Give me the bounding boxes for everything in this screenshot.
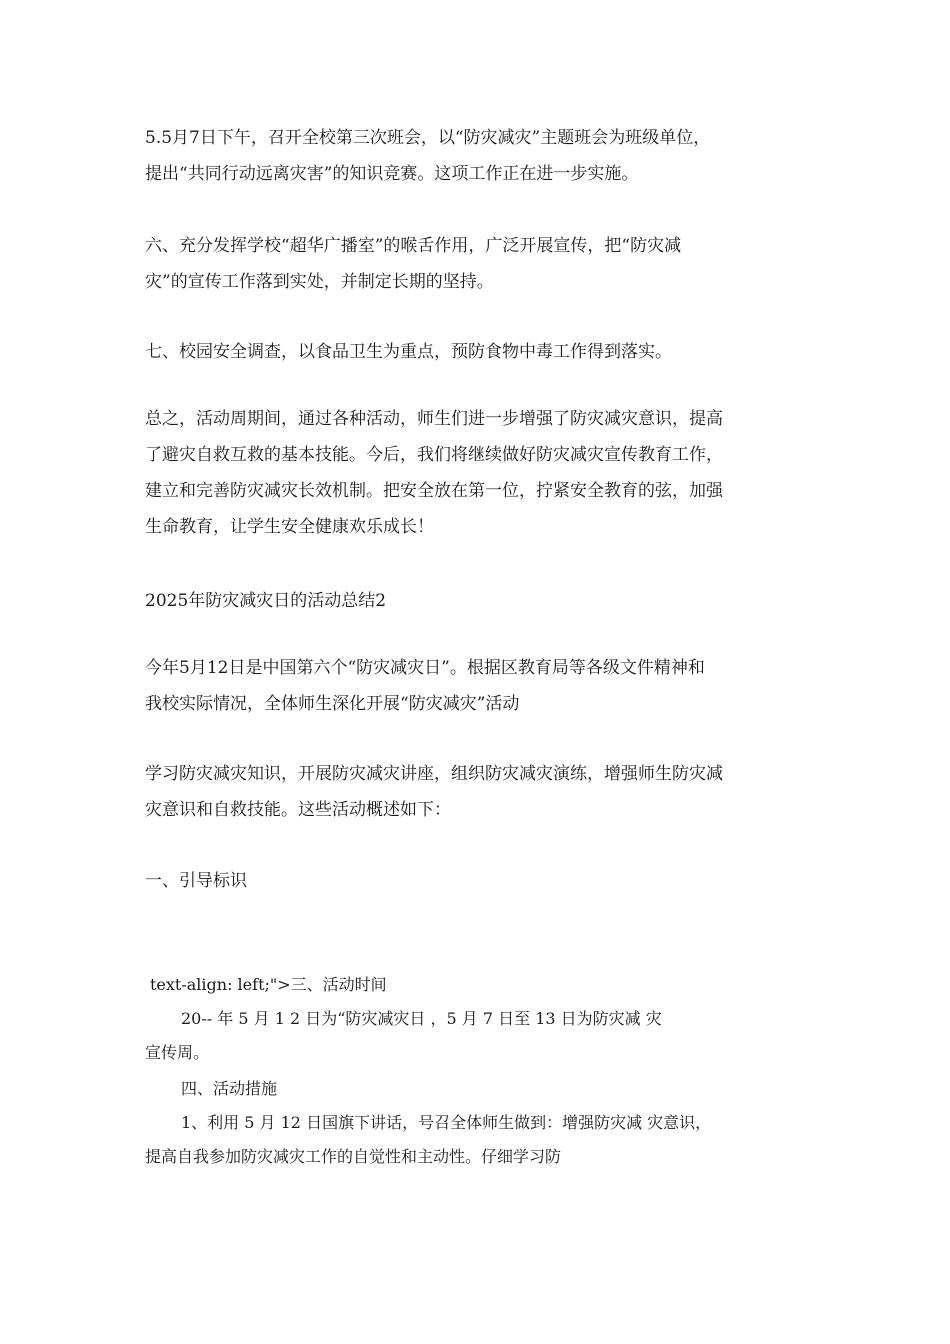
text-line: 建立和完善防灾减灾长效机制。把安全放在第一位，拧紧安全教育的弦，加强 [145, 481, 723, 501]
text-line: 我校实际情况，全体师生深化开展“防灾减灾”活动 [145, 694, 520, 714]
heading-line: 2025年防灾减灾日的活动总结2 [145, 591, 387, 611]
text-line: 灾”的宣传工作落到实处，并制定长期的坚持。 [145, 272, 494, 292]
text-line: 5.5月7日下午，召开全校第三次班会，以“防灾减灾”主题班会为班级单位， [145, 128, 711, 148]
paragraph-class-meeting [145, 120, 825, 192]
text-line: 灾意识和自救技能。这些活动概述如下： [145, 800, 451, 820]
text-line: text-align: left;">三、活动时间 [150, 975, 387, 994]
text-line: 20-- 年 5 月 1 2 日为“防灾减灾日 ，5 月 7 日至 13 日为防灾减 灾 [181, 1009, 662, 1028]
text-line: 总之，活动周期间，通过各种活动，师生们进一步增强了防灾减灾意识，提高 [145, 409, 723, 429]
text-line: 生命教育，让学生安全健康欢乐成长！ [145, 517, 434, 537]
stray-markup-line [150, 968, 830, 1002]
heading-guidance [145, 863, 825, 899]
text-line: 宣传周。 [145, 1043, 210, 1062]
text-line: 学习防灾减灾知识，开展防灾减灾讲座，组织防灾减灾演练，增强师生防灾减 [145, 764, 723, 784]
section-title [145, 583, 825, 619]
text-line: 七、校园安全调查，以食品卫生为重点，预防食物中毒工作得到落实。 [145, 342, 672, 362]
text-line: 今年5月12日是中国第六个“防灾减灾日”。根据区教育局等各级文件精神和 [145, 658, 705, 678]
text-line: 了避灾自救互救的基本技能。今后，我们将继续做好防灾减灾宣传教育工作， [145, 445, 723, 465]
heading-line: 四、活动措施 [181, 1079, 278, 1098]
heading-measures [145, 1072, 825, 1106]
paragraph-activity-time [145, 1002, 825, 1070]
paragraph-measures [145, 1106, 825, 1174]
text-line: 1、利用 5 月 12 日国旗下讲话，号召全体师生做到：增强防灾减 灾意识， [181, 1113, 712, 1132]
paragraph-broadcast [145, 228, 825, 300]
paragraph-summary [145, 401, 825, 545]
text-line: 六、充分发挥学校“超华广播室”的喉舌作用，广泛开展宣传，把“防灾减 [145, 236, 682, 256]
paragraph-intro [145, 650, 825, 722]
text-line: 提出“共同行动远离灾害”的知识竞赛。这项工作正在进一步实施。 [145, 164, 639, 184]
heading-line: 一、引导标识 [145, 871, 247, 891]
paragraph-safety-survey [145, 334, 825, 370]
paragraph-activities [145, 756, 825, 828]
text-line: 提高自我参加防灾减灾工作的自觉性和主动性。仔细学习防 [145, 1147, 562, 1166]
